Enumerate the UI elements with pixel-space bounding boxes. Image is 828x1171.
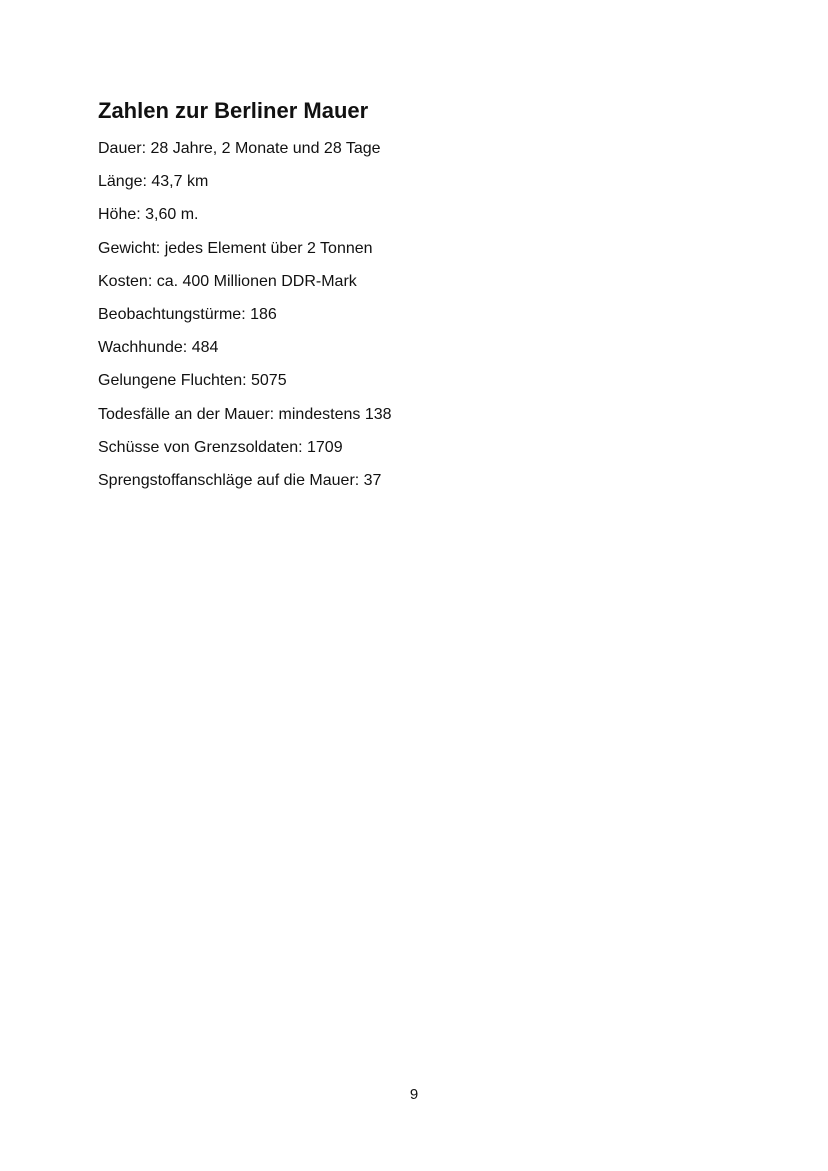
fact-height: Höhe: 3,60 m. [98, 206, 199, 224]
fact-explosive-attacks: Sprengstoffanschläge auf die Mauer: 37 [98, 471, 382, 489]
page-title: Zahlen zur Berliner Mauer [98, 98, 369, 123]
fact-weight: Gewicht: jedes Element über 2 Tonnen [98, 239, 373, 257]
fact-length: Länge: 43,7 km [98, 173, 209, 191]
fact-cost: Kosten: ca. 400 Millionen DDR-Mark [98, 272, 357, 290]
fact-guard-dogs: Wachhunde: 484 [98, 339, 219, 357]
fact-duration: Dauer: 28 Jahre, 2 Monate und 28 Tage [98, 140, 381, 157]
page-number: 9 [409, 1086, 419, 1103]
fact-deaths: Todesfälle an der Mauer: mindestens 138 [98, 405, 392, 423]
fact-shots-fired: Schüsse von Grenzsoldaten: 1709 [98, 438, 343, 456]
fact-watchtowers: Beobachtungstürme: 186 [98, 305, 277, 323]
facts-list [98, 136, 392, 501]
fact-successful-escapes: Gelungene Fluchten: 5075 [98, 372, 287, 390]
